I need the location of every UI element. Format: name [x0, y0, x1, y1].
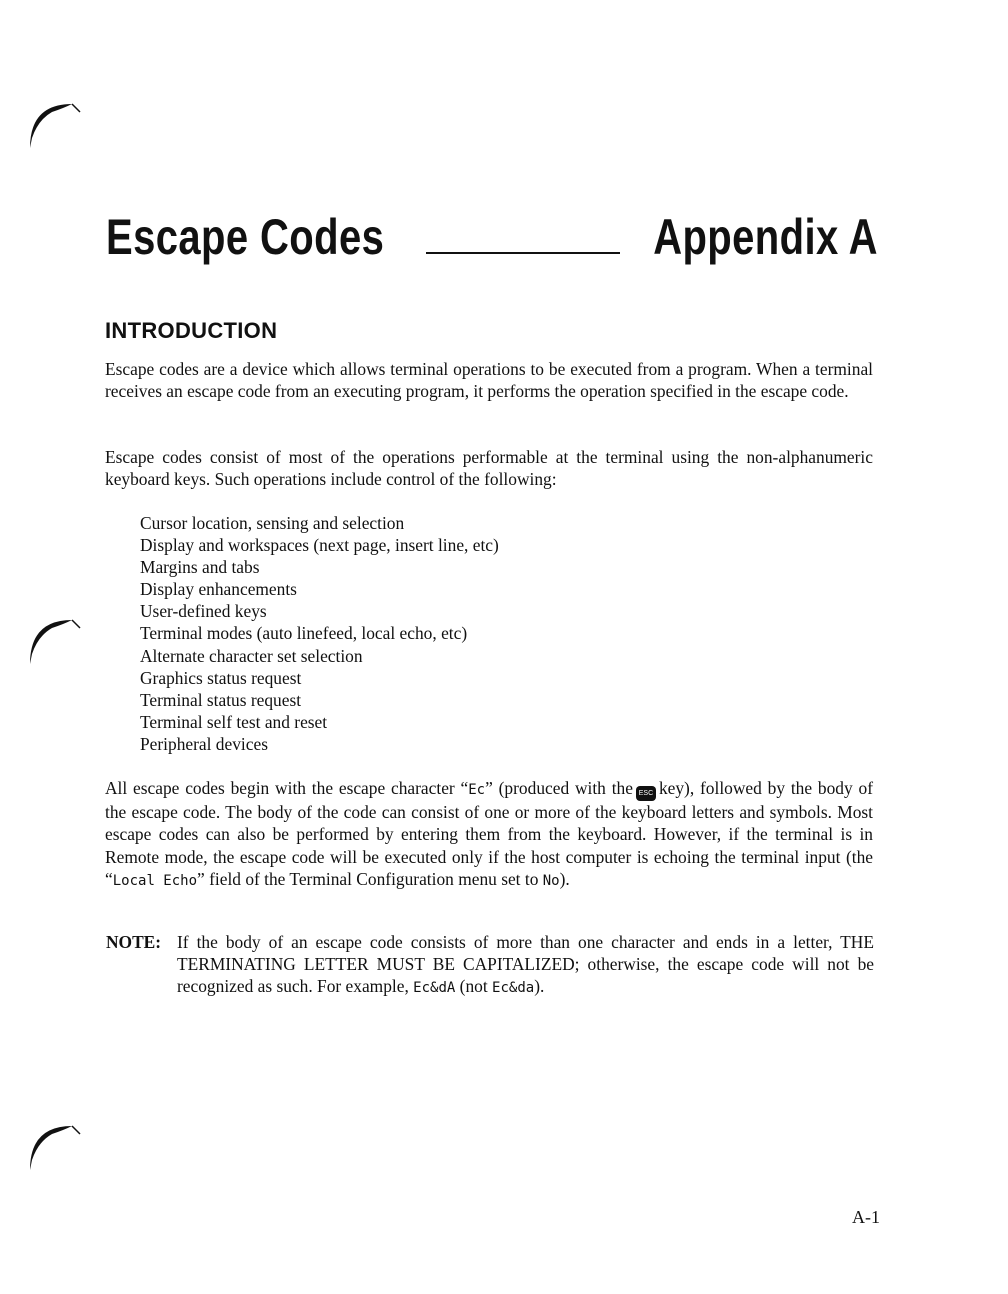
text-run: If the body of an escape code consists of more than one character and ends in a letter, THE TERMINATING LETTER MUST BE CAPITALIZED; otherwise, the escape code will not be recognized as such. For example,	[177, 932, 874, 997]
escape-char-code: Ec	[468, 782, 486, 798]
text-run: key), followed by the body of the escape code. The body of the code can consist of one or more of the keyboard letters and symbols. Most escape codes can also be performed by entering them from the keyboard. However, if the terminal is in Remote mode, the escape code will be executed only if the host computer is echoing the terminal input (the “	[105, 778, 873, 889]
intro-paragraph-2: Escape codes consist of most of the operations performable at the terminal using the non-alphanumeric keyboard keys. Such operations include control of the following:	[105, 447, 873, 490]
list-item: Terminal self test and reset	[140, 711, 328, 732]
section-heading: INTRODUCTION	[105, 318, 278, 343]
note-block	[106, 931, 874, 1000]
list-item: Margins and tabs	[140, 557, 260, 578]
list-item: Terminal modes (auto linefeed, local echo, etc)	[140, 623, 468, 644]
appendix-label: Appendix A	[653, 209, 878, 265]
list-item: Peripheral devices	[140, 733, 268, 754]
binder-hole-bottom	[28, 1122, 88, 1172]
escape-description-paragraph	[105, 777, 873, 892]
example-correct-code: Ec&dA	[413, 980, 456, 997]
list-item: Terminal status request	[140, 689, 302, 710]
local-echo-field: Local Echo	[112, 872, 198, 889]
text-run: ” field of the Terminal Configuration menu set to	[197, 868, 543, 889]
text-run: ).	[559, 868, 570, 889]
title-divider	[426, 252, 620, 254]
page-header	[106, 206, 878, 268]
list-item: Alternate character set selection	[140, 645, 363, 666]
text-run: ).	[534, 976, 545, 997]
chapter-title: Escape Codes	[106, 209, 385, 265]
text-run: (not	[455, 976, 493, 997]
text-run: All escape codes begin with the escape character “	[105, 778, 469, 798]
no-value: No	[542, 872, 560, 889]
intro-paragraph-1: Escape codes are a device which allows terminal operations to be executed from a program. When a terminal receives an escape code from an executing program, it performs the operation specified in the escape code.	[105, 359, 873, 402]
esc-key-icon: ESC	[636, 786, 656, 801]
note-label: NOTE:	[106, 932, 162, 952]
note-text	[177, 931, 874, 1000]
list-item: Display enhancements	[140, 579, 297, 600]
list-item: User-defined keys	[140, 601, 267, 622]
example-incorrect-code: Ec&da	[492, 980, 535, 997]
list-item: Cursor location, sensing and selection	[140, 513, 405, 533]
operations-list	[140, 512, 499, 755]
list-item: Display and workspaces (next page, insert line, etc)	[140, 535, 499, 556]
page-number: A-1	[852, 1207, 880, 1227]
binder-hole-top	[28, 100, 88, 150]
binder-hole-middle	[28, 616, 88, 666]
list-item: Graphics status request	[140, 667, 302, 688]
text-run: ” (produced with the	[485, 778, 633, 798]
